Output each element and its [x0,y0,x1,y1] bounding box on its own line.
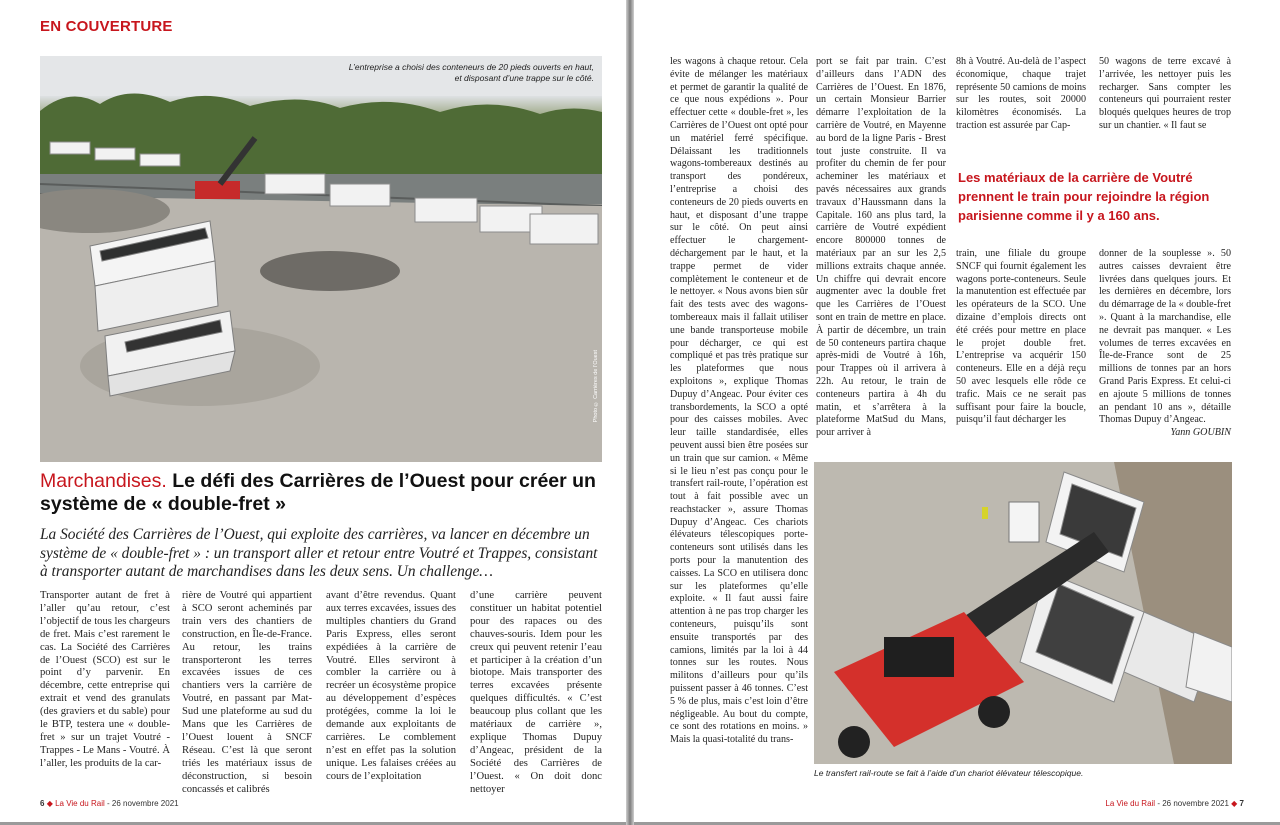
page-gutter [626,0,634,825]
body-column-8-bottom [1099,248,1231,440]
reachstacker-photo [814,462,1232,764]
article-headline [40,470,602,516]
photo-caption-right: Le transfert rail-route se fait à l’aide d’un chariot élévateur télescopique. [814,768,1084,778]
body-column-4: d’une carrière peuvent constituer un habitat potentiel pour des rapaces ou des chauves-souris. Idem pour les creux qui peuvent retenir l’eau et participer à la création d’un biotope. Mais transporter des terres excavées présente quelques difficultés. « C’est beaucoup plus collant que les matériaux de carrière », explique Thomas Dupuy d’Angeac, président de la Société des Carrières de l’Ouest. « On doit donc nettoyer [470,590,602,795]
body-column-7-top: 8h à Voutré. Au-delà de l’aspect économique, chaque trajet représente 50 camions de moins sur les routes, soit 20000 kilomètres économisés. La traction est assurée par Cap- [956,56,1086,131]
issue-date-left: - 26 novembre 2021 [106,799,179,808]
page-number-right: 7 [1239,799,1244,808]
diamond-icon: ◆ [46,799,53,808]
body-column-8-top: 50 wagons de terre excavé à l’arrivée, les nettoyer puis les recharger. Sans compter les conteneurs qui pourraient rester bloqués quelques heures de trop sur un chantier. « Il faut se [1099,56,1231,131]
photo-credit: Photo © Carrières de l’Ouest [593,349,599,422]
body-column-1: Transporter autant de fret à l’aller qu’au retour, c’est l’objectif de tous les chargeurs de fret. Mais c’est rarement le cas. La Société des Carrières de l’Ouest (SCO) est sur le point d’y parvenir. En décembre, cette entreprise qui extrait et vend des granulats (des graviers et du sable) pour le BTP, testera une « double-fret » sur un trajet Voutré - Trappes - Le Mans - Voutré. À l’aller, les produits de la car- [40,590,170,769]
issue-date-right: - 26 novembre 2021 [1157,799,1229,808]
headline-kicker: Marchandises. [40,470,167,492]
headline-title: Le défi des Carrières de l’Ouest pour créer un système de « double-fret » [40,470,596,515]
body-column-3: avant d’être revendus. Quant aux terres excavées, issues des multiples chantiers du Grand Paris Express, elles seront expédiées à la carrière de Voutré. Elles serviront à combler la carrière ou à recréer un écosystème propice au développement d’espèces protégées, comme la loi le demande aux exploitants de carrières. Le comblement n’est en effet pas la solution unique. Les falaises créées au cours de l’exploitation [326,590,456,782]
magazine-name-left: La Vie du Rail [55,799,105,808]
photo-caption-left: L’entreprise a choisi des conteneurs de 20 pieds ouverts en haut, et disposant d’une trappe sur le côté. [348,62,594,83]
reachstacker-illustration [814,462,1232,764]
column-8-text: donner de la souplesse ». 50 autres caisses devraient être livrées dans quelques jours. Et les dernières en décembre, lors du démarrage de la « double-fret ». Quant à la marchandise, elle ne devrait pas manquer. « Les volumes de terres excavées en Île-de-France sont de 25 millions de tonnes par an hors Grand Paris Express. Et celui-ci en ajoute 5 millions de tonnes an pendant 10 ans », détaille Thomas Dupuy d’Angeac. [1099,248,1231,426]
article-standfirst: La Société des Carrières de l’Ouest, qui exploite des carrières, va lancer en décembre un système de « double-fret » : un transport aller et retour entre Voutré et Trappes, consistant à transporter autant de marchandises dans les deux sens. Un challenge… [40,526,598,580]
body-column-5: les wagons à chaque retour. Cela évite de mélanger les matériaux et permet de garantir la qualité de ce que nous expédions ». Pour effectuer cette « double-fret », les Carrières de l’Ouest ont opté pour un matériel ferré spécifique. Délaissant les traditionnels wagons-tombereaux destinés au transport des pondéreux, l’entreprise a choisi des conteneurs de 20 pieds ouverts en haut, et disposant d’une trappe sur le côté. On peut ainsi effectuer le chargement-déchargement par le haut, et la trappe permet de vider complètement le conteneur et de le nettoyer. « Nous avons bien sûr fait des tests avec des wagons-tombereaux mais il fallait utiliser une bande transporteuse mobile pour décharger, ce qui est compliqué et pas très pratique sur les plateformes que nous exploitons », explique Thomas Dupuy d’Angeac. Pour éviter ces transbordements, la SCO a opté pour des caisses mobiles. Avec leur taille standardisée, elles peuvent aussi bien être posées sur un train que sur camion. « Même si le lieu n’est pas conçu pour le transfert rail-route, l’opération est tout à fait possible avec un reachstacker », assure Thomas Dupuy d’Angeac. Ces chariots élévateurs télescopiques porte-conteneurs sont utilisés dans les ports pour la manutention des caisses. La SCO en utilisera donc sur les plateformes qu’elle exploite. « Il faut aussi faire attention à ne pas trop charger les conteneurs, puisqu’ils sont ensuite transportés par des camions, limités par la loi à 44 tonnes sur les routes. Nous militons d’ailleurs pour qu’ils puissent passer à 46 tonnes. C’est 5 % de plus, mais c’est loin d’être négligeable. Au bout du compte, ce sont des rotations en moins. » Mais la quasi-totalité du trans- [670,56,808,746]
body-column-6: port se fait par train. C’est d’ailleurs dans l’ADN des Carrières de l’Ouest. En 1876, un certain Monsieur Barrier démarre l’exploitation de la carrière de Voutré, en Mayenne au bord de la ligne Paris - Brest tout juste construite. Il va profiter du chemin de fer pour acheminer les matériaux et pavés nécessaires aux grands travaux d’Haussmann dans la Capitale. 160 ans plus tard, la carrière de Voutré expédient encore 800000 tonnes de matériaux par an sur les 2,5 millions extraits chaque année. Un chiffre qui devrait encore augmenter avec la double fret que les Carrières de l’Ouest sont en train de mettre en place. À partir de décembre, un train de 50 conteneurs partira chaque après-midi de Voutré à 16h, pour Trappes où il arrivera à 22h. Au retour, le train de conteneurs partira à 4h du matin, et s’arrêtera à la plateforme MatSud du Mans, pour arriver à [816,56,946,439]
page-number-left: 6 [40,799,45,808]
magazine-name-right: La Vie du Rail [1105,799,1156,808]
pull-quote: Les matériaux de la carrière de Voutré prennent le train pour rejoindre la région parisienne comme il y a 160 ans. [958,170,1210,223]
folio-right [1105,799,1244,808]
diamond-icon: ◆ [1231,799,1238,808]
rubric: EN COUVERTURE [40,18,173,35]
body-column-7-bottom: train, une filiale du groupe SNCF qui fournit également les wagons porte-conteneurs. Seule la manutention est effectuée par les opérateurs de la SCO. Une dizaine d’emplois directs ont été créés pour mettre en place le projet double fret. L’entreprise va acquérir 150 conteneurs. Elle en a déjà reçu 50 avec lesquels elle rôde ce trafic. Mais ce ne serait pas suffisant pour faire la boucle, puisqu’il faut décharger les [956,248,1086,426]
author-signature: Yann GOUBIN [1170,427,1231,439]
folio-left [40,799,179,808]
body-column-2: rière de Voutré qui appartient à SCO seront acheminés par train vers des chantiers de construction, en Île-de-France. Au retour, les trains transporteront les terres excavées issues de ces chantiers vers la carrière de Voutré, en passant par Mat-Sud une plateforme au sud du Mans que les Carrières de l’Ouest louent à SNCF Réseau. C’est là que seront triés les matériaux issus de déconstruction, si besoin concassés et calibrés [182,590,313,795]
left-page [0,0,626,822]
quarry-photo [40,56,602,462]
quarry-illustration [40,56,602,462]
